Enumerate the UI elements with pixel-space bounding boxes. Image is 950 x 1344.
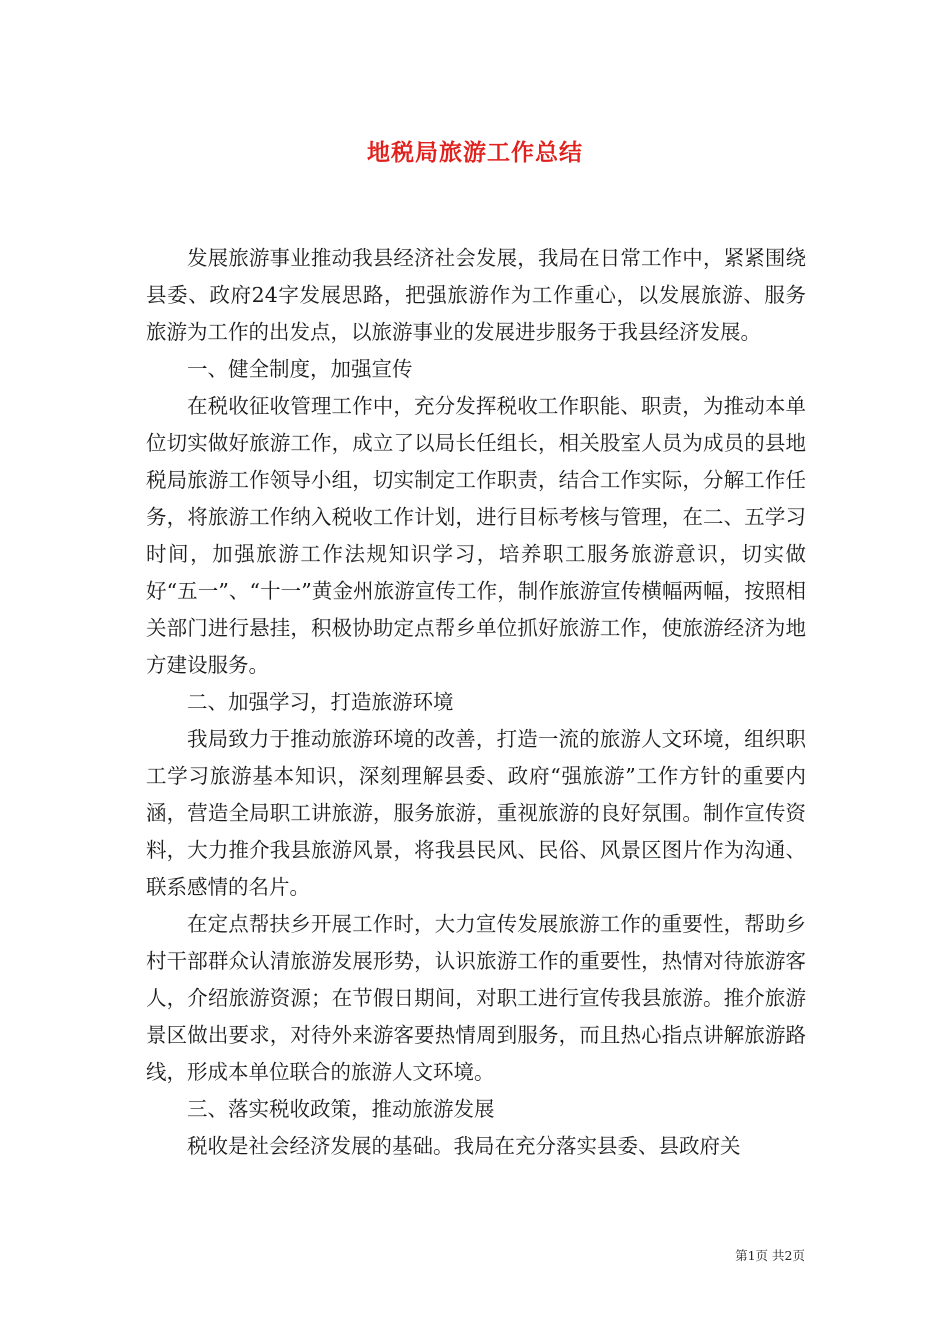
section-1-paragraph: 在税收征收管理工作中，充分发挥税收工作职能、职责，为推动本单位切实做好旅游工作，成立了以局长任组长，相关股室人员为成员的县地税局旅游工作领导小组，切实制定工作职责，结合工作实际，分解工作任务，将旅游工作纳入税收工作计划，进行目标考核与管理，在二、五学习时间，加强旅游工作法规知识学习，培养职工服务旅游意识，切实做好“五一”、“十一”黄金州旅游宣传工作，制作旅游宣传横幅两幅，按照相关部门进行悬挂，积极协助定点帮乡单位抓好旅游工作，使旅游经济为地方建设服务。 [146,394,806,677]
document-body [146,240,806,1165]
section-2-paragraph-1: 我局致力于推动旅游环境的改善，打造一流的旅游人文环境，组织职工学习旅游基本知识，深刻理解县委、政府“强旅游”工作方针的重要内涵，营造全局职工讲旅游，服务旅游，重视旅游的良好氛围。制作宣传资料，大力推介我县旅游风景，将我县民风、民俗、风景区图片作为沟通、联系感情的名片。 [146,727,806,899]
document-title: 地税局旅游工作总结 [367,140,583,166]
page-number-footer: 第1页 共2页 [735,1248,805,1263]
section-heading-1: 一、健全制度，加强宣传 [187,357,413,381]
section-2-paragraph-2: 在定点帮扶乡开展工作时，大力宣传发展旅游工作的重要性，帮助乡村干部群众认清旅游发展形势，认识旅游工作的重要性，热情对待旅游客人，介绍旅游资源；在节假日期间，对职工进行宣传我县旅游。推介旅游景区做出要求，对待外来游客要热情周到服务，而且热心指点讲解旅游路线，形成本单位联合的旅游人文环境。 [146,912,806,1084]
section-heading-3: 三、落实税收政策，推动旅游发展 [187,1097,495,1121]
section-heading-2: 二、加强学习，打造旅游环境 [187,690,454,714]
section-3-paragraph: 税收是社会经济发展的基础。我局在充分落实县委、县政府关 [187,1134,741,1158]
intro-paragraph: 发展旅游事业推动我县经济社会发展，我局在日常工作中，紧紧围绕县委、政府24字发展思路，把强旅游作为工作重心，以发展旅游、服务旅游为工作的出发点，以旅游事业的发展进步服务于我县经济发展。 [146,246,806,344]
